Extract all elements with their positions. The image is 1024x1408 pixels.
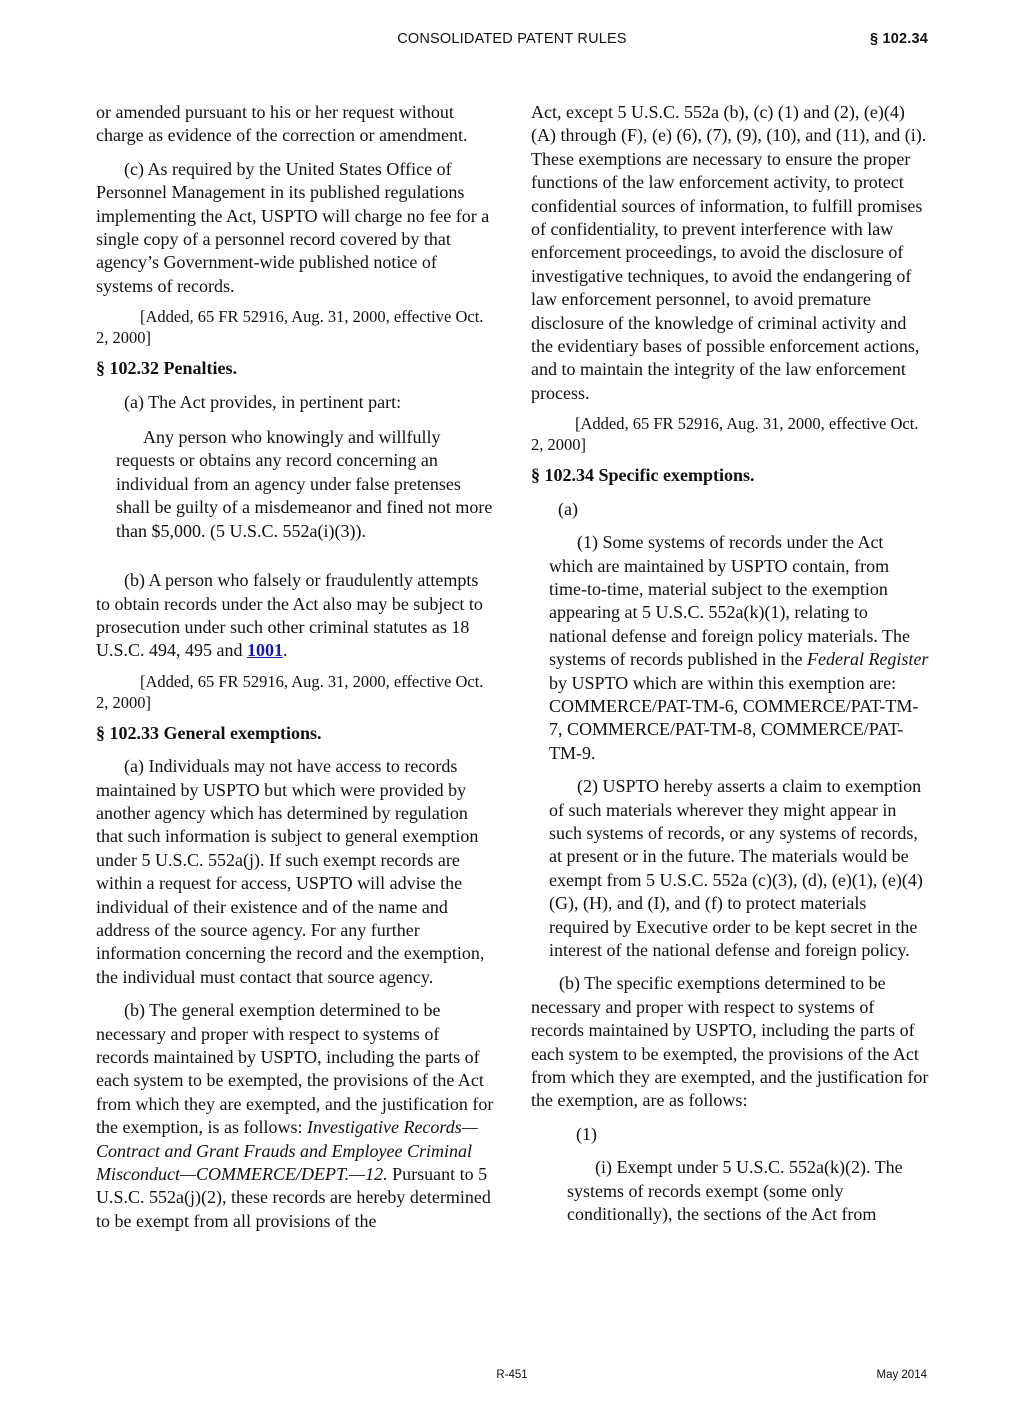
paragraph-32a: (a) The Act provides, in pertinent part: [124,391,402,412]
running-header-title: CONSOLIDATED PATENT RULES [397,31,627,47]
paragraph-33b [96,999,494,1233]
left-column [96,101,494,1233]
link-1001[interactable]: 1001 [247,640,284,661]
system-name-italic: Investigative Records—Contract and Grant Frauds and Employee Criminal Misconduct—COMMERCE/DEPT.—12. [96,1117,478,1185]
paragraph-a1 [549,531,929,765]
section-heading-102-34: § 102.34 Specific exemptions. [531,465,755,486]
paragraph-a1-text: (1) Some systems of records under the Act which are maintained by USPTO contain, from time-to-time, material subject to the exemption appearing at 5 U.S.C. 552a(k)(1), relating to national defense and foreign policy materials. The systems of records published in the [549,532,911,670]
paragraph-label-a: (a) [558,498,578,519]
history-note: [Added, 65 FR 52916, Aug. 31, 2000, effective Oct. 2, 2000] [96,307,484,348]
paragraph-33b-text: (b) The general exemption determined to be necessary and proper with respect to systems of records maintained by USPTO, including the parts of each system to be exempted, the provisions of the Act from which they are exempted, and the justification for the exemption, is as follows: [96,1000,494,1138]
running-header-section: § 102.34 [869,31,928,47]
paragraph-32b-text: (b) A person who falsely or fraudulently attempts to obtain records under the Act also may be subject to prosecution under such other criminal statutes as 18 U.S.C. 494, 495 and [96,570,483,661]
history-note: [Added, 65 FR 52916, Aug. 31, 2000, effective Oct. 2, 2000] [96,671,484,712]
page-number: R-451 [496,1369,528,1381]
paragraph-32b [96,569,494,663]
paragraph-33a: (a) Individuals may not have access to records maintained by USPTO but which were provided by another agency which has determined by regulation that such information is subject to general exemption under 5 U.S.C. 552a(j). If such exempt records are within a request for access, USPTO will advise the individual of their existence and of the name and address of the source agency. For any further information concerning the record and the exemption, the individual must contact that source agency. [96,756,485,987]
footer-date: May 2014 [876,1369,927,1381]
paragraph-32b-end: . [283,640,288,661]
history-note: [Added, 65 FR 52916, Aug. 31, 2000, effective Oct. 2, 2000] [531,414,919,455]
paragraph-continuation: Act, except 5 U.S.C. 552a (b), (c) (1) and (2), (e)(4) (A) through (F), (e) (6), (7), (9), (10), and (11), and (i). These exemptions are necessary to ensure the proper functions of the law enforcement activity, to protect confidential sources of information, to fulfill promises of confidentiality, to prevent interference with law enforcement proceedings, to avoid the disclosure of investigative techniques, to avoid the endangering of law enforcement personnel, to avoid premature disclosure of the knowledge of criminal activity and the evidentiary bases of possible enforcement actions, and to maintain the integrity of the law enforcement process. [531,102,927,403]
section-heading-102-32: § 102.32 Penalties. [96,358,237,379]
paragraph-a2: (2) USPTO hereby asserts a claim to exemption of such materials wherever they might appear in such systems of records, or any systems of records, at present or in the future. The materials would be exempt from 5 U.S.C. 552a (c)(3), (d), (e)(1), (e)(4) (G), (H), and (I), and (f) to protect materials required by Executive order to be kept secret in the interest of the national defense and foreign policy. [549,776,923,960]
paragraph-label-1: (1) [576,1123,597,1144]
paragraph-33b-tail: Pursuant to 5 U.S.C. 552a(j)(2), these records are hereby determined to be exempt from all provisions of the [96,1164,491,1231]
federal-register-italic: Federal Register [806,649,929,670]
right-column [531,101,929,1226]
paragraph-c: (c) As required by the United States Office of Personnel Management in its published regulations implementing the Act, USPTO will charge no fee for a single copy of a personnel record covered by that agency’s Government-wide published notice of systems of records. [96,158,490,296]
section-heading-102-33: § 102.33 General exemptions. [96,722,322,743]
block-quote: Any person who knowingly and willfully requests or obtains any record concerning an individual from an agency under false pretenses shall be guilty of a misdemeanor and fined not more than $5,000. (5 U.S.C. 552a(i)(3)). [116,427,493,541]
paragraph-a1-tail: by USPTO which are within this exemption are: COMMERCE/PAT-TM-6, COMMERCE/PAT-TM-7, COMMERCE/PAT-TM-8, COMMERCE/PAT-TM-9. [549,672,919,763]
paragraph-continuation: or amended pursuant to his or her request without charge as evidence of the correction or amendment. [96,102,468,146]
paragraph-b: (b) The specific exemptions determined to be necessary and proper with respect to systems of records maintained by USPTO, including the parts of each system to be exempted, the provisions of the Act from which they are exempted, and the justification for the exemption, are as follows: [531,973,929,1111]
paragraph-b1i: (i) Exempt under 5 U.S.C. 552a(k)(2). The systems of records exempt (some only conditionally), the sections of the Act from [567,1157,903,1225]
